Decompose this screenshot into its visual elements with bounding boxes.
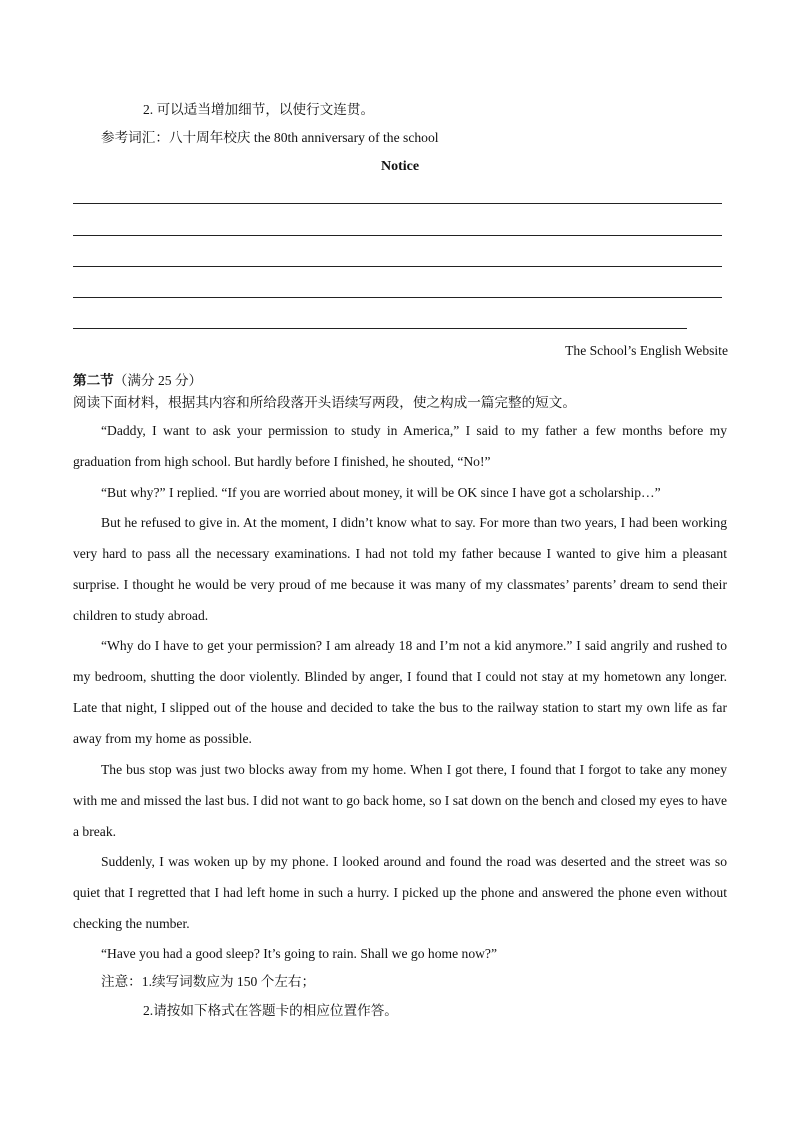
story-paragraph-3: But he refused to give in. At the moment, I didn’t know what to say. For more than two years, I had been working very hard to pass all the necessary examinations. I had not told my father because I wanted to give him a pleasant surprise. I thought he would be very proud of me because it was many of my classmates’ parents’ dream to send their children to study abroad. (73, 515, 727, 623)
story-paragraph-6: Suddenly, I was woken up by my phone. I looked around and found the road was deserted and the street was so quiet that I regretted that I had left home in such a hurry. I picked up the phone and answered the phone even without checking the number. (73, 854, 727, 931)
section-title: 第二节 (73, 373, 114, 388)
notice-signature: The School’s English Website (565, 343, 728, 358)
note-2: 2.请按如下格式在答题卡的相应位置作答。 (143, 1003, 398, 1018)
section-instruction: 阅读下面材料，根据其内容和所给段落开头语续写两段，使之构成一篇完整的短文。 (73, 395, 576, 410)
story-paragraph-2: “But why?” I replied. “If you are worried about money, it will be OK since I have got a scholarship…” (101, 485, 661, 500)
story-paragraph-5: The bus stop was just two blocks away from my home. When I got there, I found that I forgot to take any money with me and missed the last bus. I did not want to go back home, so I sat down on the bench and closed my eyes to have a break. (73, 762, 727, 839)
story-paragraph-4: “Why do I have to get your permission? I am already 18 and I’m not a kid anymore.” I said angrily and rushed to my bedroom, shutting the door violently. Blinded by anger, I found that I could not stay at my hometown any longer. Late that night, I slipped out of the house and decided to take the bus to the railway station to start my own life as far away from my home as possible. (73, 638, 727, 746)
section-score: （满分 25 分） (113, 373, 203, 388)
answer-line (73, 203, 722, 204)
vocabulary-hint: 参考词汇：八十周年校庆 the 80th anniversary of the school (101, 130, 439, 145)
story-paragraph-7: “Have you had a good sleep? It’s going to rain. Shall we go home now?” (101, 946, 498, 961)
answer-line (73, 266, 722, 267)
notice-title: Notice (380, 159, 420, 174)
story-paragraph-1: “Daddy, I want to ask your permission to study in America,” I said to my father a few months before my graduation from high school. But hardly before I finished, he shouted, “No!” (73, 423, 727, 469)
answer-line (73, 328, 687, 329)
answer-line (73, 297, 722, 298)
note-1: 注意：1.续写词数应为 150 个左右； (101, 974, 316, 989)
section-heading (73, 371, 202, 391)
instruction-item-2: 2. 可以适当增加细节，以使行文连贯。 (143, 102, 375, 117)
answer-line (73, 235, 722, 236)
